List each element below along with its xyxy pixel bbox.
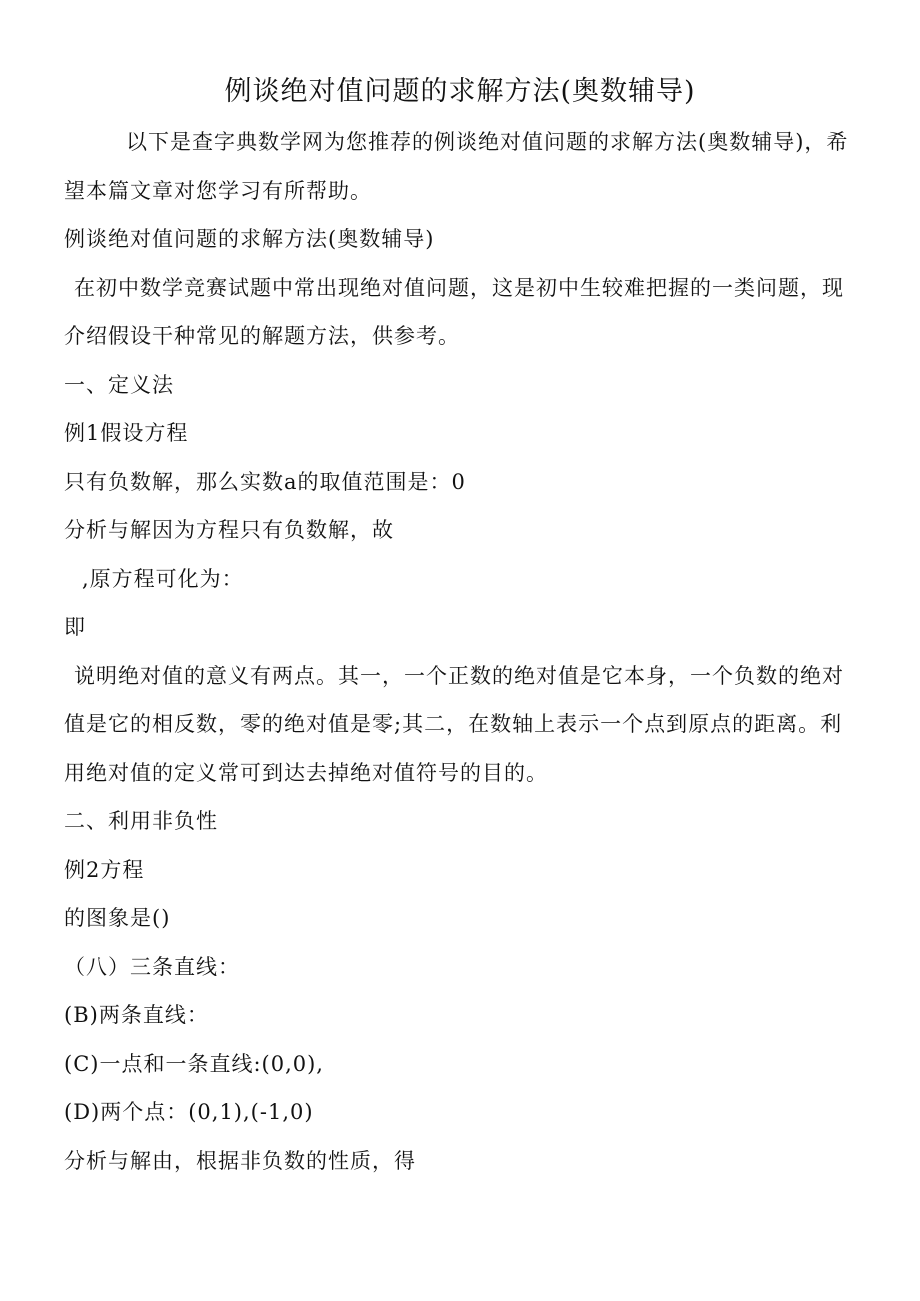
section-heading-definition: 一、定义法 [64,372,174,397]
example-1-label: 例1假设方程 [64,421,189,445]
example-2-analysis: 分析与解由，根据非负数的性质，得 [64,1148,416,1173]
subtitle-paragraph: 例谈绝对值问题的求解方法(奥数辅导) [64,227,435,251]
example-2-label: 例2方程 [64,857,145,882]
document-title: 例谈绝对值问题的求解方法(奥数辅导) [224,76,696,107]
example-2-question: 的图象是() [64,906,171,930]
intro-paragraph: 以下是查字典数学网为您推荐的例谈绝对值问题的求解方法(奥数辅导)，希望本篇文章对您学习有所帮助。 [64,130,849,203]
section-heading-nonnegative: 二、利用非负性 [64,809,218,833]
example-1-transform: ,原方程可化为： [82,566,244,591]
overview-paragraph: 在初中数学竞赛试题中常出现绝对值问题，这是初中生较难把握的一类问题，现介绍假设干种常见的解题方法，供参考。 [64,275,844,348]
example-1-result: 即 [64,615,86,639]
document-body [64,118,854,1185]
option-d: (D)两个点：(0,1),(-1,0) [64,1100,314,1124]
option-b: (B)两条直线： [64,1003,209,1027]
definition-explanation: 说明绝对值的意义有两点。其一，一个正数的绝对值是它本身，一个负数的绝对值是它的相反数，零的绝对值是零;其二，在数轴上表示一个点到原点的距离。利用绝对值的定义常可到达去掉绝对值符号的目的。 [64,663,844,785]
example-1-condition: 只有负数解，那么实数a的取值范围是：0 [64,469,466,494]
option-c: (C)一点和一条直线:(0,0), [64,1051,324,1076]
option-a: （八）三条直线： [64,954,240,979]
example-1-analysis: 分析与解因为方程只有负数解，故 [64,518,394,542]
